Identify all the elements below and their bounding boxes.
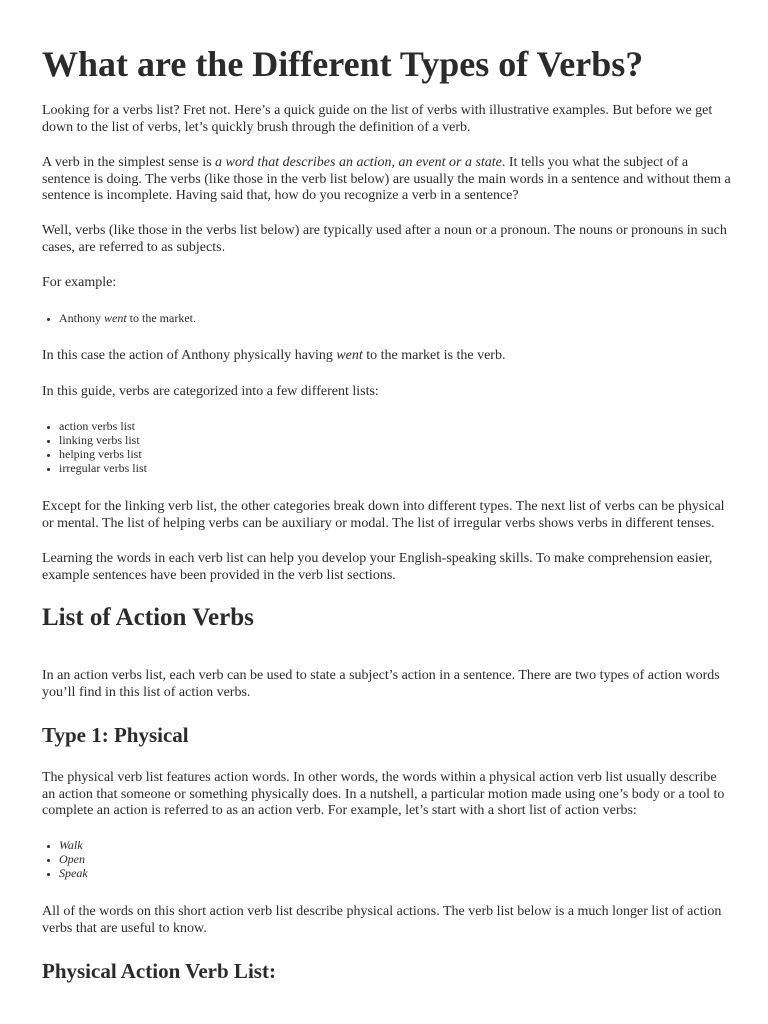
example-list <box>42 311 729 325</box>
intro-paragraph-2 <box>42 155 732 205</box>
list-item: • action verbs list <box>59 419 729 433</box>
action-paragraph-1: In an action verbs list, each verb can be used to state a subject’s action in a sentence. There are two types of action words you’ll find in this list of action verbs. <box>42 668 720 700</box>
short-verb-list <box>42 838 729 880</box>
intro-paragraph-1: Looking for a verbs list? Fret not. Here’s a quick guide on the list of verbs with illustrative examples. But before we get down to the list of verbs, let’s quickly brush through the definition of a verb. <box>42 103 713 135</box>
category-list <box>42 419 729 475</box>
action-paragraph-3: All of the words on this short action verb list describe physical actions. The verb list below is a much longer list of action verbs that are useful to know. <box>42 904 722 936</box>
list-item: • Speak <box>59 866 729 880</box>
list-item: • linking verbs list <box>59 433 729 447</box>
intro-p2-text-b: . It tells you what the subject of a sentence is doing. The verbs (like those in the verb list below) are usually the main words in a sentence and without them a sentence is incomplete. Having said that, how do you recognize a verb in a sentence? <box>42 155 731 203</box>
list-item: • Anthony went to the market. <box>59 311 729 325</box>
intro-paragraph-3: Well, verbs (like those in the verbs list below) are typically used after a noun or a pronoun. The nouns or pronouns in such cases, are referred to as subjects. <box>42 223 727 255</box>
intro-paragraph-4: For example: <box>42 275 117 290</box>
list-item: • helping verbs list <box>59 447 729 461</box>
list-item: • Walk <box>59 838 729 852</box>
list-item: • Open <box>59 852 729 866</box>
section-heading-action-verbs: List of Action Verbs <box>42 604 254 631</box>
page-title: What are the Different Types of Verbs? <box>42 44 644 84</box>
intro-paragraph-8: Learning the words in each verb list can help you develop your English-speaking skills. To make comprehension easier, example sentences have been provided in the verb list sections. <box>42 551 713 583</box>
verb-definition: a word that describes an action, an event or a state <box>215 155 502 170</box>
list-item: • irregular verbs list <box>59 461 729 475</box>
intro-p2-text-a: A verb in the simplest sense is <box>42 155 216 170</box>
action-paragraph-2: The physical verb list features action words. In other words, the words within a physical action verb list usually describe an action that someone or something physically does. In a nutshell, a particular motion made using one’s body or a tool to complete an action is referred to as an action verb. For example, let’s start with a short list of action verbs: <box>42 770 725 818</box>
intro-paragraph-7: Except for the linking verb list, the other categories break down into different types. The next list of verbs can be physical or mental. The list of helping verbs can be auxiliary or modal. The list of irregular verbs shows verbs in different tenses. <box>42 499 725 531</box>
intro-paragraph-6: In this guide, verbs are categorized into a few different lists: <box>42 384 379 399</box>
subheading-type-1-physical: Type 1: Physical <box>42 723 189 747</box>
intro-paragraph-5: In this case the action of Anthony physically having went to the market is the verb. <box>42 348 506 363</box>
subheading-physical-action-verb-list: Physical Action Verb List: <box>42 959 276 983</box>
